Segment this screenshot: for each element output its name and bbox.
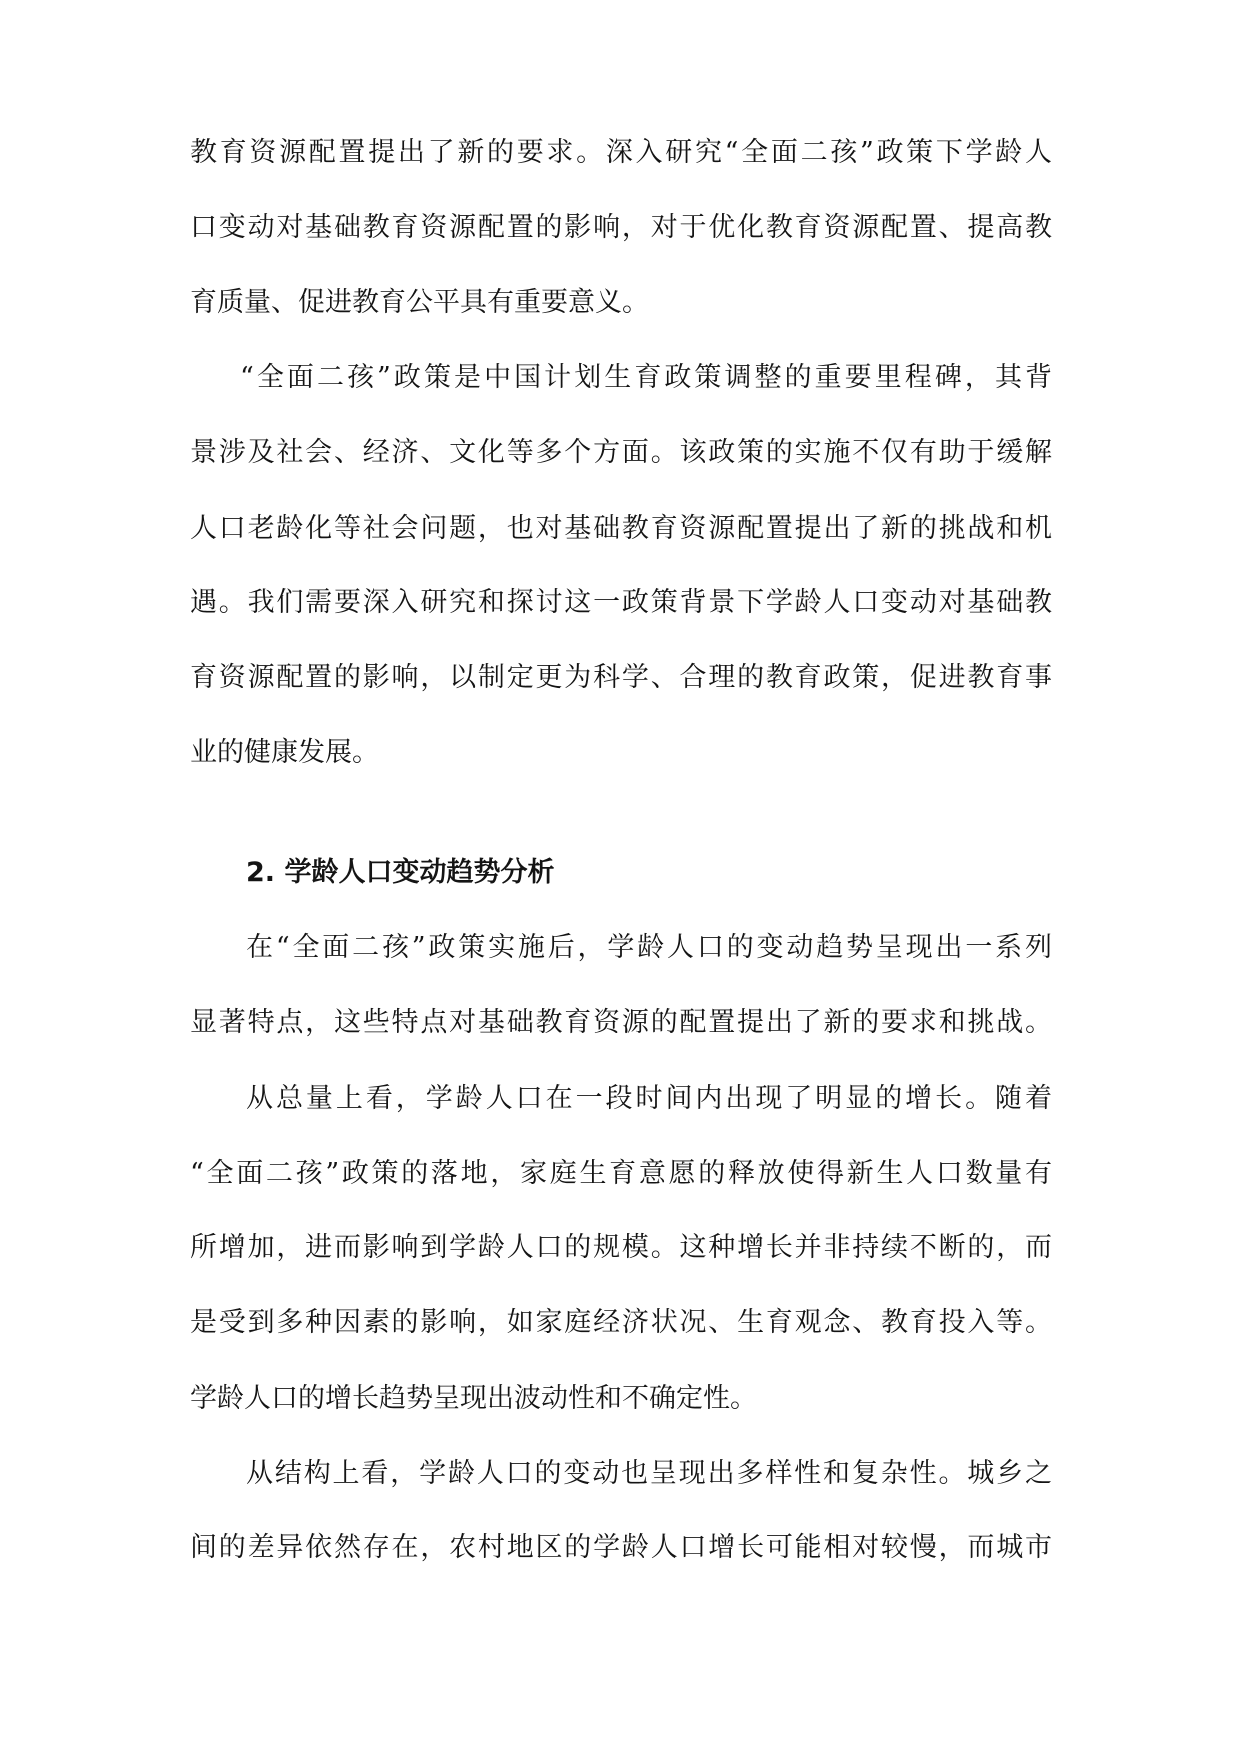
paragraph-line: 口变动对基础教育资源配置的影响，对于优化教育资源配置、提高教 — [190, 212, 1052, 243]
paragraph-line: 学龄人口的增长趋势呈现出波动性和不确定性。 — [190, 1383, 757, 1414]
paragraph-line: “全面二孩”政策的落地，家庭生育意愿的释放使得新生人口数量有 — [190, 1158, 1052, 1189]
section-heading: 2. 学龄人口变动趋势分析 — [246, 857, 555, 888]
paragraph-line: 业的健康发展。 — [190, 737, 379, 768]
paragraph-line: 育资源配置的影响，以制定更为科学、合理的教育政策，促进教育事 — [190, 662, 1052, 693]
paragraph-line: 在“全面二孩”政策实施后，学龄人口的变动趋势呈现出一系列 — [246, 932, 1052, 963]
paragraph-line: 遇。我们需要深入研究和探讨这一政策背景下学龄人口变动对基础教 — [190, 587, 1052, 618]
paragraph-line: “全面二孩”政策是中国计划生育政策调整的重要里程碑，其背 — [240, 362, 1052, 393]
paragraph-line: 景涉及社会、经济、文化等多个方面。该政策的实施不仅有助于缓解 — [190, 437, 1052, 468]
paragraph-line: 育质量、促进教育公平具有重要意义。 — [190, 287, 649, 318]
paragraph-line: 从总量上看，学龄人口在一段时间内出现了明显的增长。随着 — [246, 1083, 1052, 1114]
paragraph-line: 从结构上看，学龄人口的变动也呈现出多样性和复杂性。城乡之 — [246, 1458, 1052, 1489]
paragraph-line: 显著特点，这些特点对基础教育资源的配置提出了新的要求和挑战。 — [190, 1007, 1052, 1038]
paragraph-line: 间的差异依然存在，农村地区的学龄人口增长可能相对较慢，而城市 — [190, 1532, 1052, 1563]
paragraph-line: 教育资源配置提出了新的要求。深入研究“全面二孩”政策下学龄人 — [190, 137, 1052, 168]
paragraph-line: 是受到多种因素的影响，如家庭经济状况、生育观念、教育投入等。 — [190, 1307, 1052, 1338]
paragraph-line: 所增加，进而影响到学龄人口的规模。这种增长并非持续不断的，而 — [190, 1232, 1052, 1263]
paragraph-line: 人口老龄化等社会问题，也对基础教育资源配置提出了新的挑战和机 — [190, 513, 1052, 544]
